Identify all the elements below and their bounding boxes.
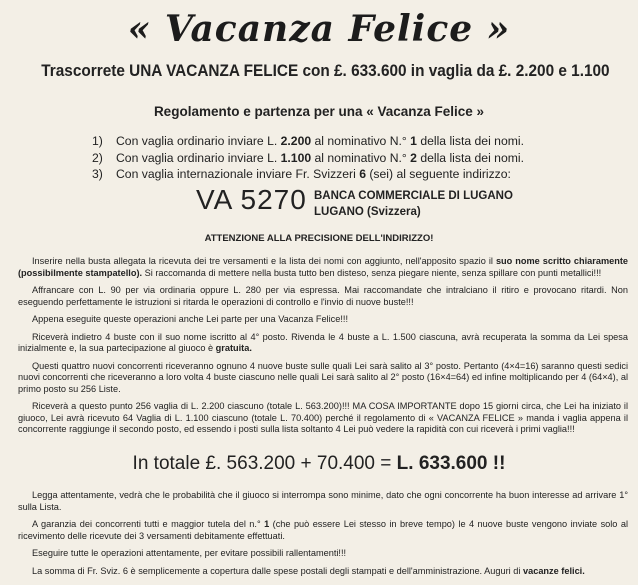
paragraph: Questi quattro nuovi concorrenti riceveranno ognuno 4 nuove buste sulle quali Lei sarà salito al 3° posto. Pertanto (4×4=16) saranno questi sedici nuovi concorrenti che riceveranno a loro volta 4 buste ciascuno nelle quali Lei sarà salito al 2° posto (16×4=64) ed infine moltiplicando per 4 (64×4), al primo posto su 256 Liste. bbox=[18, 360, 628, 394]
paragraph: Eseguire tutte le operazioni attentamente, per evitare possibili rallentamenti!!! bbox=[32, 548, 347, 558]
paragraph: Inserire nella busta allegata la ricevuta dei tre versamenti e la lista dei nomi con aggiunto, nell'apposito spazio il suo nome scritto chiaramente (possibilmente stampatello). Si raccomanda di mettere nella busta tutto ben disteso, senza piegare niente, senza spillare con punti metallici!!! bbox=[18, 256, 629, 278]
bank-city: LUGANO (Svizzera) bbox=[314, 206, 421, 218]
flyer-title: « Vacanza Felice » bbox=[127, 8, 511, 50]
bank-name-block bbox=[314, 188, 513, 220]
footer-body bbox=[18, 490, 628, 577]
bank-name: BANCA COMMERCIALE DI LUGANO bbox=[314, 190, 513, 202]
paragraph: Affrancare con L. 90 per via ordinaria oppure L. 280 per via espressa. Mai raccomandate che intralciano il ritiro e provocano ritardi. Non eseguendo perfettamente le istruzioni si ritarda le operazioni di controllo e l'invio di nuove buste!!! bbox=[18, 285, 628, 307]
paragraph: Riceverà a questo punto 256 vaglia di L. 2.200 ciascuno (totale L. 563.200)!!! MA COSA IMPORTANTE dopo 15 giorni circa, che Lei ha iniziato il giuoco, Lei avrà ricevuto 64 Vaglia di L. 1.100 ciascuno (totale L. 70.400) perché il regolamento di « VACANZA FELICE » manda i vaglia appena il concorrente raggiunge il secondo posto, ed essendo i posti sulla lista soltanto 4 Lei può vedere la rapidità con cui riceverà i primi vaglia!!! bbox=[18, 401, 628, 434]
step-item: 3) Con vaglia internazionale inviare Fr. Svizzeri 6 (sei) al seguente indirizzo: bbox=[92, 167, 511, 181]
paragraph: La somma di Fr. Sviz. 6 è semplicemente a copertura dalle spese postali degli stampati e dell'amministrazione. Auguri di vacanze felici. bbox=[32, 565, 585, 576]
attention-heading: ATTENZIONE ALLA PRECISIONE DELL'INDIRIZZO! bbox=[204, 233, 434, 244]
step-item: 2) Con vaglia ordinario inviare L. 1.100 al nominativo N.° 2 della lista dei nomi. bbox=[92, 150, 524, 165]
instructions-body bbox=[18, 256, 628, 436]
bank-code: VA 5270 bbox=[196, 184, 307, 215]
paragraph: Riceverà indietro 4 buste con il suo nome iscritto al 4° posto. Rivenda le 4 buste a L. 1.500 ciascuna, avrà recuperata la somma da Lei spesa inizialmente e, la sua partecipazione al giuoco è gratuita. bbox=[18, 331, 628, 353]
steps-list bbox=[92, 133, 524, 183]
paragraph: A garanzia dei concorrenti tutti e maggior tutela del n.° 1 (che può essere Lei stesso in breve tempo) le 4 nuove buste vengono inviate solo al ricevimento delle ricevute dei 3 versamenti debitamente effettuati. bbox=[18, 519, 629, 541]
flyer-subtitle: Trascorrete UNA VACANZA FELICE con £. 633.600 in vaglia da £. 2.200 e 1.100 bbox=[41, 62, 610, 80]
paragraph: Appena eseguite queste operazioni anche Lei parte per una Vacanza Felice!!! bbox=[32, 314, 348, 324]
step-item: 1) Con vaglia ordinario inviare L. 2.200 al nominativo N.° 1 della lista dei nomi. bbox=[92, 134, 524, 148]
paragraph: Legga attentamente, vedrà che le probabilità che il giuoco si interrompa sono minime, dato che ogni concorrente ha buon interesse ad arrivare 1° sulla Lista. bbox=[18, 490, 628, 512]
rules-title: Regolamento e partenza per una « Vacanza Felice » bbox=[153, 104, 485, 119]
total-line: In totale £. 563.200 + 70.400 = L. 633.600 !! bbox=[132, 453, 506, 474]
